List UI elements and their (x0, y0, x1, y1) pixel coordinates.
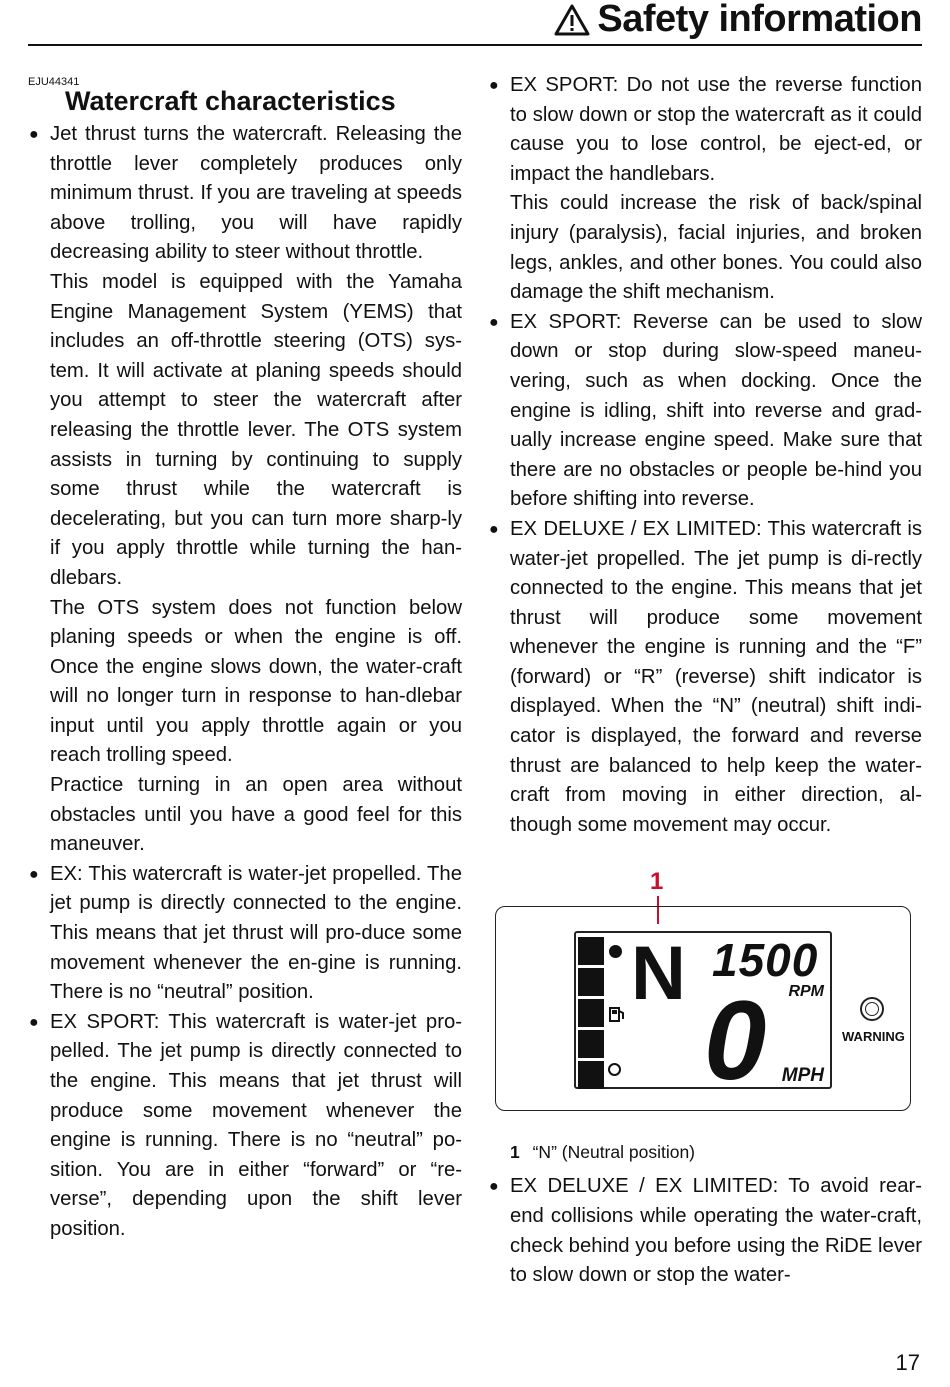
warning-label: WARNING (842, 1029, 905, 1045)
rpm-unit: RPM (788, 983, 824, 1001)
section-title: Watercraft characteristics (65, 86, 396, 116)
page-header (28, 0, 922, 46)
right-paragraphs (488, 71, 922, 840)
page-header-title (553, 0, 922, 41)
header-title-text: Safety information (597, 0, 922, 40)
indicator-dot-icon (609, 945, 622, 958)
paragraph-text: EX SPORT: Reverse can be used to slow down or stop during slow-speed maneu-vering, such as when docking. Once the engine is idling, shift into reverse and grad-ually increase engine speed. Make sure that there are no obstacles or people be-hind you before shifting into reverse. (510, 310, 922, 511)
paragraph-text: EX SPORT: Do not use the reverse function to slow down or stop the watercraft as it could cause you to lose control, be eject-ed, or impact the handlebars. (510, 74, 922, 185)
bullet-icon: ● (489, 520, 499, 538)
right-column (488, 71, 922, 1291)
rpm-readout: 1500 (712, 934, 819, 987)
continuation-paragraph (28, 594, 462, 772)
section-code: EJU44341 (28, 76, 80, 88)
bullet-icon: ● (489, 77, 499, 94)
display-panel (495, 906, 911, 1111)
instrument-display-figure (495, 858, 915, 1108)
left-paragraphs (28, 120, 462, 1245)
bullet-icon: ● (489, 1178, 499, 1196)
paragraph-text: This model is equipped with the Yamaha Engine Management System (YEMS) that includes an off-throttle steering (OTS) sys-tem. It will activate at planing speeds should you attempt to steer the watercraft after releasing the throttle lever. The OTS system assists in turning by continuing to supply some thrust while the watercraft is decelerating, but you can turn more sharp-ly if you apply throttle while turning the han-dlebars. (50, 270, 462, 589)
bullet-icon: ● (29, 865, 39, 883)
fuel-pump-icon (608, 1005, 626, 1023)
paragraph-text: EX SPORT: This watercraft is water-jet pro-pelled. The jet pump is directly connected to the engine. This means that jet thrust will produce some movement whenever the engine is running. There is no “neutral” po-sition. You are in either “forward” or “re-verse”, depending upon the shift lever position. (50, 1010, 462, 1240)
bullet-icon: ● (29, 126, 39, 143)
bullet-icon: ● (29, 1013, 39, 1031)
speed-readout: 0 (704, 978, 767, 1104)
warning-triangle-icon (553, 3, 591, 37)
continuation-paragraph (28, 268, 462, 594)
paragraph-text: Jet thrust turns the watercraft. Releasing the throttle lever completely produces only minimum thrust. If you are traveling at speeds above trolling, you will have rapidly decreasing ability to steer without throttle. (50, 123, 462, 264)
lcd-screen (574, 931, 832, 1104)
bullet-paragraph (488, 515, 922, 841)
caption-number: 1 (510, 1142, 520, 1163)
paragraph-text: Practice turning in an open area without obstacles until you have a good feel for this maneuver. (50, 774, 462, 856)
bullet-paragraph (488, 308, 922, 515)
fuel-bargraph (578, 937, 604, 1092)
paragraph-text: EX DELUXE / EX LIMITED: To avoid rear-end collisions while operating the water-craft, check behind you before using the RiDE lever to slow down or stop the water- (510, 1175, 922, 1287)
bullet-paragraph (28, 120, 462, 268)
bullet-paragraph (488, 1172, 922, 1290)
bullet-paragraph (488, 71, 922, 189)
paragraph-text: The OTS system does not function below planing speeds or when the engine is off. Once the engine slows down, the water-craft will no longer turn in response to han-dlebar input until you apply throttle again or you reach trolling speed. (50, 596, 462, 767)
bullet-paragraph (28, 860, 462, 1008)
continuation-paragraph (488, 189, 922, 307)
speed-unit: MPH (781, 1065, 824, 1087)
callout-number: 1 (650, 868, 664, 896)
continuation-paragraph (28, 771, 462, 860)
left-column (28, 70, 462, 1245)
bullet-icon: ● (489, 313, 499, 331)
paragraph-text: This could increase the risk of back/spinal injury (paralysis), facial injuries, and broken legs, ankles, and other bones. You could also damage the shift mechanism. (510, 192, 922, 304)
indicator-ring-icon (608, 1063, 621, 1076)
caption-text: “N” (Neutral position) (532, 1142, 696, 1163)
gear-indicator: N (631, 931, 686, 1017)
warning-lamp-icon (860, 997, 884, 1021)
figure-caption (510, 1140, 922, 1164)
right-paragraphs-after (488, 1172, 922, 1290)
paragraph-text: EX DELUXE / EX LIMITED: This watercraft is water-jet propelled. The jet pump is di-rectly connected to the engine. This means that jet thrust will produce some movement whenever the engine is running and the “F” (forward) or “R” (reverse) shift indicator is displayed. When the “N” (neutral) shift indi-cator is displayed, the forward and reverse thrust are balanced to help keep the water-craft from moving in either direction, al-though some movement may occur. (510, 517, 922, 836)
page-number: 17 (895, 1350, 920, 1375)
bullet-paragraph (28, 1008, 462, 1245)
paragraph-text: EX: This watercraft is water-jet propelled. The jet pump is directly connected to the engine. This means that jet thrust will pro-duce some movement whenever the en-gine is running. There is no “neutral” position. (50, 862, 462, 1004)
